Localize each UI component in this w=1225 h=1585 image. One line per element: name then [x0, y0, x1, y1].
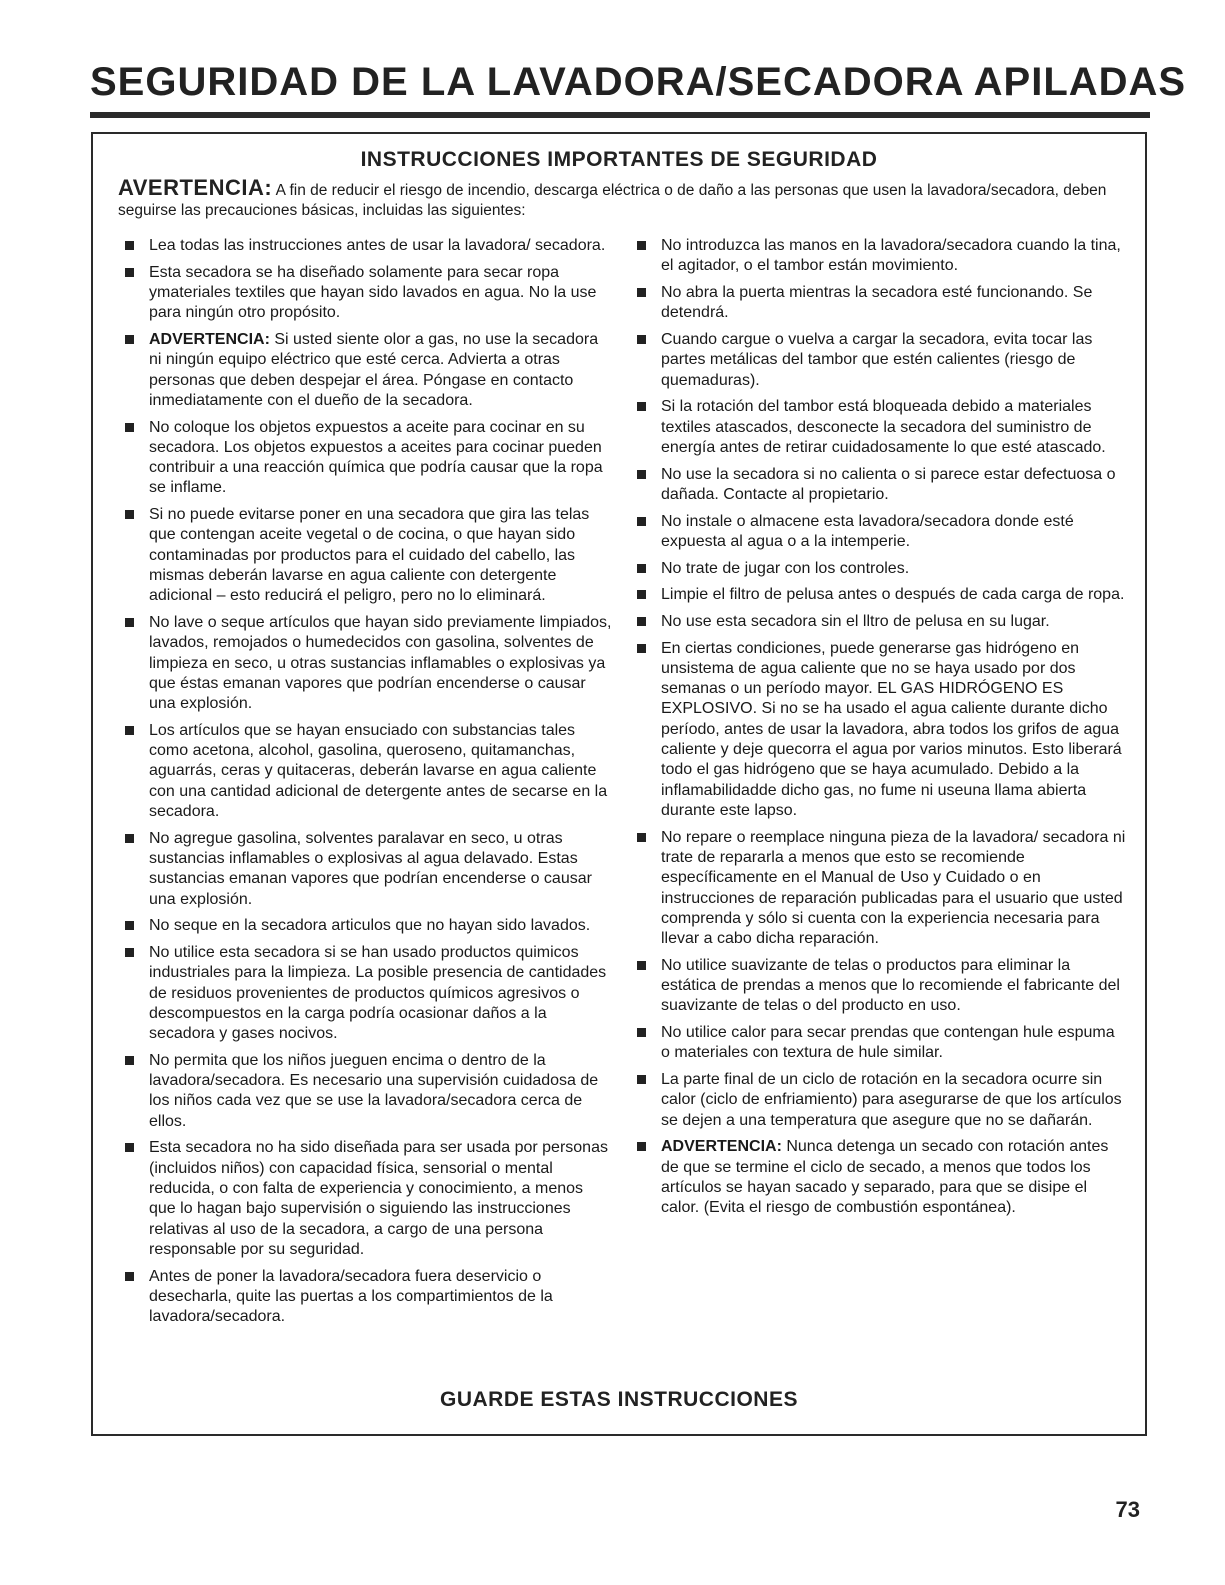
- square-bullet-icon: [125, 1056, 134, 1065]
- list-item: [635, 559, 1127, 579]
- square-bullet-icon: [637, 961, 646, 970]
- list-item: [123, 236, 613, 256]
- list-item: [635, 828, 1127, 950]
- square-bullet-icon: [125, 834, 134, 843]
- square-bullet-icon: [125, 726, 134, 735]
- item-text: No repare o reemplace ninguna pieza de la lavadora/ secadora ni trate de repararla a menos que esto se recomiende específicamente en el Manual de Uso y Cuidado o en instrucciones de reparación publicadas para el usuario que usted comprenda y sólo si cuenta con la experiencia necesaria para llevar a cabo dicha reparación.: [661, 828, 1126, 948]
- list-item: [635, 1070, 1127, 1131]
- square-bullet-icon: [125, 268, 134, 277]
- item-text: No utilice calor para secar prendas que contengan hule espuma o materiales con textura de hule similar.: [661, 1024, 1115, 1062]
- item-text: No abra la puerta mientras la secadora esté funcionando. Se detendrá.: [661, 283, 1093, 322]
- save-instructions-heading: GUARDE ESTAS INSTRUCCIONES: [440, 1388, 798, 1411]
- square-bullet-icon: [637, 644, 646, 653]
- item-text: No utilice esta secadora si se han usado productos quimicos industriales para la limpieza. La posible presencia de cantidades de residuos provenientes de productos químicos agresivos o descompuestos en la carga podría ocasionar daños a la secadora y gases nocivos.: [149, 944, 607, 1043]
- list-item: [635, 639, 1127, 822]
- square-bullet-icon: [637, 617, 646, 626]
- list-item: [123, 1051, 613, 1132]
- list-item: [635, 330, 1127, 391]
- item-text: Antes de poner la lavadora/secadora fuera deservicio o desecharla, quite las puertas a los compartimientos de la lavadora/secadora.: [149, 1267, 553, 1326]
- item-text: Esta secadora se ha diseñado solamente para secar ropa ymateriales textiles que hayan sido lavados en agua. No la use para ningún otro propósito.: [149, 263, 597, 322]
- square-bullet-icon: [637, 1075, 646, 1084]
- list-item: [635, 397, 1127, 458]
- page-title: SEGURIDAD DE LA LAVADORA/SECADORA APILADAS: [90, 60, 1187, 104]
- square-bullet-icon: [125, 423, 134, 432]
- item-text: Limpie el filtro de pelusa antes o después de cada carga de ropa.: [661, 586, 1125, 604]
- list-item: [635, 612, 1127, 632]
- list-item: [635, 1137, 1127, 1218]
- left-column-list: [123, 236, 613, 1334]
- square-bullet-icon: [125, 921, 134, 930]
- list-item: [635, 1023, 1127, 1064]
- box-heading: INSTRUCCIONES IMPORTANTES DE SEGURIDAD: [360, 148, 878, 171]
- item-text: Los artículos que se hayan ensuciado con substancias tales como acetona, alcohol, gasolina, queroseno, quitamanchas, aguarrás, ceras y quitaceras, deberán lavarse en agua caliente con una cantidad adicional de detergente antes de secarse en la secadora.: [149, 721, 608, 821]
- square-bullet-icon: [125, 1143, 134, 1152]
- list-item: [123, 505, 613, 606]
- square-bullet-icon: [637, 402, 646, 411]
- square-bullet-icon: [637, 335, 646, 344]
- square-bullet-icon: [125, 335, 134, 344]
- item-text: No use esta secadora sin el lltro de pelusa en su lugar.: [661, 612, 1050, 630]
- warning-label: AVERTENCIA:: [118, 175, 273, 200]
- item-text: No utilice suavizante de telas o productos para eliminar la estática de prendas a menos que lo recomiende el fabricante del suavizante de telas o del producto en uso.: [661, 956, 1120, 1015]
- title-rule: [90, 112, 1150, 118]
- item-text: No lave o seque artículos que hayan sido previamente limpiados, lavados, remojados o humedecidos con gasolina, solventes de limpieza en seco, u otras sustancias inflamables o explosivas ya que éstas emanan vapores que podrían encenderse o causar una explosión.: [149, 614, 612, 713]
- item-text: No agregue gasolina, solventes paralavar en seco, u otras sustancias inflamables o explosivas al agua delavado. Estas sustancias emanan vapores que podrían encenderse o causar una explosión.: [149, 829, 592, 908]
- right-column-list: [635, 236, 1127, 1225]
- item-text: Si la rotación del tambor está bloqueada debido a materiales textiles atascados, desconecte la secadora del suministro de energía antes de retirar cuidadosamente lo que esté atascado.: [661, 398, 1106, 456]
- list-item: [123, 721, 613, 822]
- item-warning-label: ADVERTENCIA:: [149, 330, 270, 348]
- square-bullet-icon: [637, 517, 646, 526]
- list-item: [123, 1267, 613, 1328]
- item-text: Si usted siente olor a gas, no use la secadora ni ningún equipo eléctrico que esté cerca. Advierta a otras personas que deben despejar el área. Póngase en contacto inmediatamente con el dueño de la secadora.: [149, 330, 599, 409]
- item-warning-label: ADVERTENCIA:: [661, 1138, 782, 1156]
- list-item: [123, 613, 613, 714]
- list-item: [635, 236, 1127, 277]
- square-bullet-icon: [637, 288, 646, 297]
- list-item: [123, 1138, 613, 1260]
- square-bullet-icon: [637, 241, 646, 250]
- square-bullet-icon: [637, 1028, 646, 1037]
- warning-intro: [118, 175, 1128, 221]
- item-text: Si no puede evitarse poner en una secadora que gira las telas que contengan aceite vegetal o de cocina, o que hayan sido contaminadas por productos para el cuidado del cabello, las mismas deberán lavarse en agua caliente con detergente adicional – esto reducirá el peligro, pero no lo eliminará.: [149, 506, 590, 605]
- list-item: [635, 585, 1127, 605]
- item-text: No introduzca las manos en la lavadora/secadora cuando la tina, el agitador, o el tambor están movimiento.: [661, 237, 1121, 275]
- item-text: Lea todas las instrucciones antes de usar la lavadora/ secadora.: [149, 237, 606, 254]
- square-bullet-icon: [637, 470, 646, 479]
- list-item: [123, 829, 613, 910]
- list-item: [123, 418, 613, 499]
- list-item: [123, 916, 613, 936]
- page-number: 73: [1115, 1497, 1140, 1522]
- item-text: Esta secadora no ha sido diseñada para ser usada por personas (incluidos niños) con capacidad física, sensorial o mental reducida, o con falta de experiencia y conocimiento, a menos que lo hagan bajo supervisión o siguiendo las instrucciones relativas al uso de la secadora, a cargo de una persona responsable por su seguridad.: [149, 1139, 608, 1258]
- list-item: [123, 263, 613, 324]
- item-text: No permita que los niños jueguen encima o dentro de la lavadora/secadora. Es necesario una supervisión cuidadosa de los niños cada vez que se use la lavadora/secadora cerca de ellos.: [149, 1051, 599, 1130]
- square-bullet-icon: [125, 510, 134, 519]
- item-text: No seque en la secadora articulos que no hayan sido lavados.: [149, 917, 591, 935]
- list-item: [635, 512, 1127, 553]
- square-bullet-icon: [637, 833, 646, 842]
- item-text: La parte final de un ciclo de rotación en la secadora ocurre sin calor (ciclo de enfriamiento) para asegurarse de que los artículos se dejen a una temperatura que asegure que no se dañarán.: [661, 1071, 1122, 1129]
- list-item: [635, 283, 1127, 324]
- square-bullet-icon: [125, 618, 134, 627]
- square-bullet-icon: [637, 564, 646, 573]
- item-text: No coloque los objetos expuestos a aceite para cocinar en su secadora. Los objetos expuestos a aceites para cocinar pueden contribuir a una reacción química que podría causar que la ropa se inflame.: [149, 418, 603, 497]
- square-bullet-icon: [125, 948, 134, 957]
- list-item: [123, 943, 613, 1044]
- list-item: [635, 465, 1127, 506]
- warning-text: A fin de reducir el riesgo de incendio, descarga eléctrica o de daño a las personas que usen la lavadora/secadora, deben seguirse las precauciones básicas, incluidas las siguientes:: [118, 182, 1107, 219]
- list-item: [123, 330, 613, 411]
- square-bullet-icon: [637, 1142, 646, 1151]
- square-bullet-icon: [125, 1272, 134, 1281]
- safety-instructions-box: [91, 132, 1147, 1436]
- item-text: En ciertas condiciones, puede generarse gas hidrógeno en unsistema de agua caliente que no se haya usado por dos semanas o un período mayor. EL GAS HIDRÓGENO ES EXPLOSIVO. Si no se ha usado el agua caliente durante dicho período, antes de usar la lavadora, abra todos los grifos de agua caliente y deje quecorra el agua por varios minutos. Esto liberará todo el gas hidrógeno que se haya acumulado. Debido a la inflamabilidadde dicho gas, no fume ni useuna llama abierta durante este lapso.: [661, 639, 1122, 819]
- item-text: No use la secadora si no calienta o si parece estar defectuosa o dañada. Contacte al propietario.: [661, 465, 1116, 503]
- square-bullet-icon: [125, 241, 134, 250]
- item-text: No instale o almacene esta lavadora/secadora donde esté expuesta al agua o a la intemperie.: [661, 512, 1074, 550]
- square-bullet-icon: [637, 590, 646, 599]
- item-text: No trate de jugar con los controles.: [661, 559, 910, 577]
- item-text: Cuando cargue o vuelva a cargar la secadora, evita tocar las partes metálicas del tambor que estén calientes (riesgo de quemaduras).: [661, 330, 1093, 389]
- list-item: [635, 956, 1127, 1017]
- item-text: Nunca detenga un secado con rotación antes de que se termine el ciclo de secado, a menos que todos los artículos se hayan sacado y separado, para que se disipe el calor. (Evita el riesgo de combustión espontánea).: [661, 1138, 1109, 1217]
